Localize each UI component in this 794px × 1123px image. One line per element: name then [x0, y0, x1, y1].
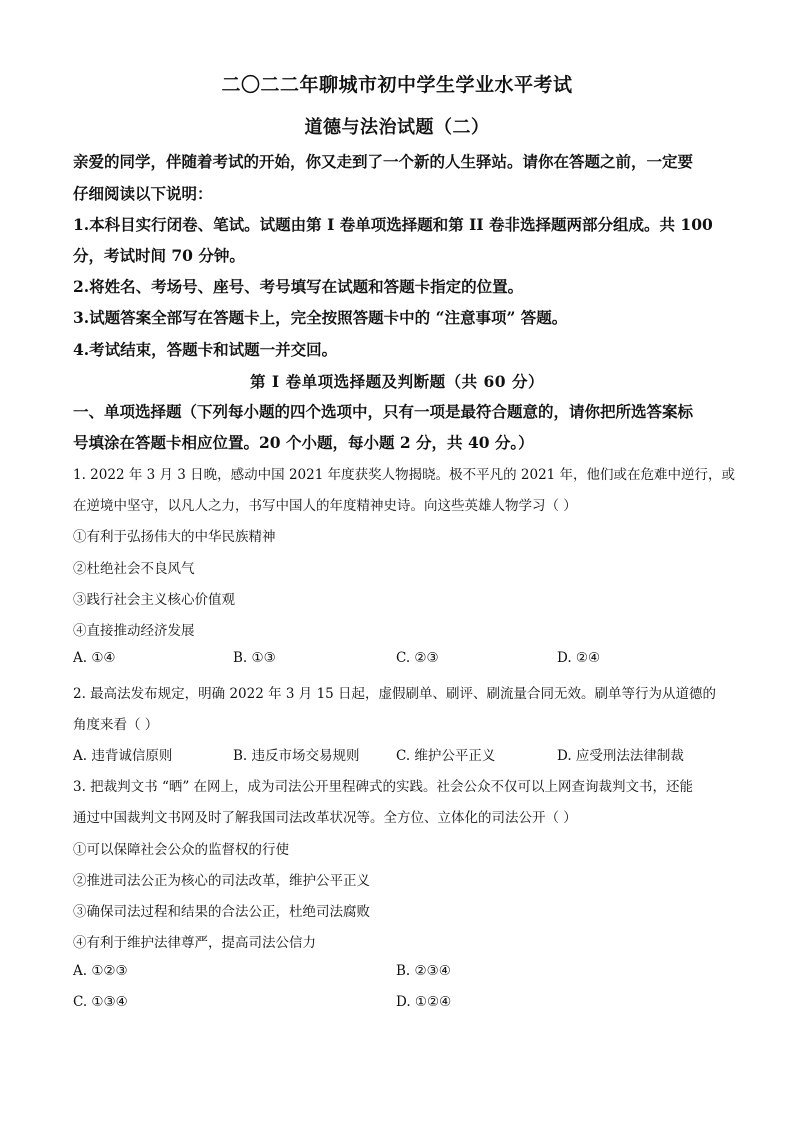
q3-statement-1: ①可以保障社会公众的监督权的行使	[73, 842, 289, 858]
q3-stem-a: 3. 把裁判文书 “晒” 在网上，成为司法公开里程碑式的实践。社会公众不仅可以上网查询裁判文书，还能	[73, 779, 694, 795]
q2-option-a: A. 违背诚信原则	[73, 748, 173, 764]
q2-option-c: C. 维护公平正义	[396, 748, 496, 764]
instruction-1b: 分，考试时间 70 分钟。	[73, 246, 245, 265]
q2-option-d: D. 应受刑法法律制裁	[557, 748, 684, 764]
intro-line-1: 亲爱的同学，伴随着考试的开始，你又走到了一个新的人生驿站。请你在答题之前，一定要	[73, 152, 694, 171]
q1-stem-b: 在逆境中坚守，以凡人之力，书写中国人的年度精神史诗。向这些英雄人物学习（ ）	[73, 498, 577, 514]
section-heading: 第 I 卷单项选择题及判断题（共 60 分）	[250, 372, 544, 391]
instruction-2: 2.将姓名、考场号、座号、考号填写在试题和答题卡指定的位置。	[73, 277, 524, 296]
q3-option-b: B. ②③④	[396, 963, 451, 979]
instruction-3: 3.试题答案全部写在答题卡上，完全按照答题卡中的 “注意事项” 答题。	[73, 308, 568, 327]
q3-option-c: C. ①③④	[73, 994, 128, 1010]
q2-option-b: B. 违反市场交易规则	[233, 748, 360, 764]
q1-statement-1: ①有利于弘扬伟大的中华民族精神	[73, 529, 276, 545]
q1-option-a: A. ①④	[73, 650, 116, 666]
part-heading-1a: 一、单项选择题（下列每小题的四个选项中，只有一项是最符合题意的，请你把所选答案标	[73, 402, 694, 421]
q3-statement-3: ③确保司法过程和结果的合法公正，杜绝司法腐败	[73, 904, 370, 920]
q1-statement-2: ②杜绝社会不良风气	[73, 561, 195, 577]
q2-stem-a: 2. 最高法发布规定，明确 2022 年 3 月 15 日起，虚假刷单、刷评、刷流量合同无效。刷单等行为从道德的	[73, 686, 717, 702]
q3-statement-4: ④有利于维护法律尊严，提高司法公信力	[73, 935, 316, 951]
exam-title: 二〇二二年聊城市初中学生学业水平考试	[221, 74, 573, 96]
q1-stem-a: 1. 2022 年 3 月 3 日晚，感动中国 2021 年度获奖人物揭晓。极不平凡的 2021 年，他们或在危难中逆行，或	[73, 467, 736, 483]
q1-statement-3: ③践行社会主义核心价值观	[73, 592, 235, 608]
q1-option-c: C. ②③	[396, 650, 439, 666]
q3-option-a: A. ①②③	[73, 963, 128, 979]
part-heading-1b: 号填涂在答题卡相应位置。20 个小题，每小题 2 分，共 40 分。）	[73, 433, 534, 452]
q1-option-d: D. ②④	[557, 650, 601, 666]
instruction-4: 4.考试结束，答题卡和试题一并交回。	[73, 340, 338, 359]
q1-statement-4: ④直接推动经济发展	[73, 623, 195, 639]
instruction-1a: 1.本科目实行闭卷、笔试。试题由第 I 卷单项选择题和第 II 卷非选择题两部分组成。共 100	[73, 215, 713, 234]
q3-option-d: D. ①②④	[396, 994, 452, 1010]
q3-stem-b: 通过中国裁判文书网及时了解我国司法改革状况等。全方位、立体化的司法公开（ ）	[73, 810, 577, 826]
exam-subtitle: 道德与法治试题（二）	[304, 117, 490, 138]
q2-stem-b: 角度来看（ ）	[73, 717, 159, 733]
q1-option-b: B. ①③	[233, 650, 276, 666]
q3-statement-2: ②推进司法公正为核心的司法改革，维护公平正义	[73, 873, 370, 889]
intro-line-2: 仔细阅读以下说明：	[73, 184, 213, 203]
